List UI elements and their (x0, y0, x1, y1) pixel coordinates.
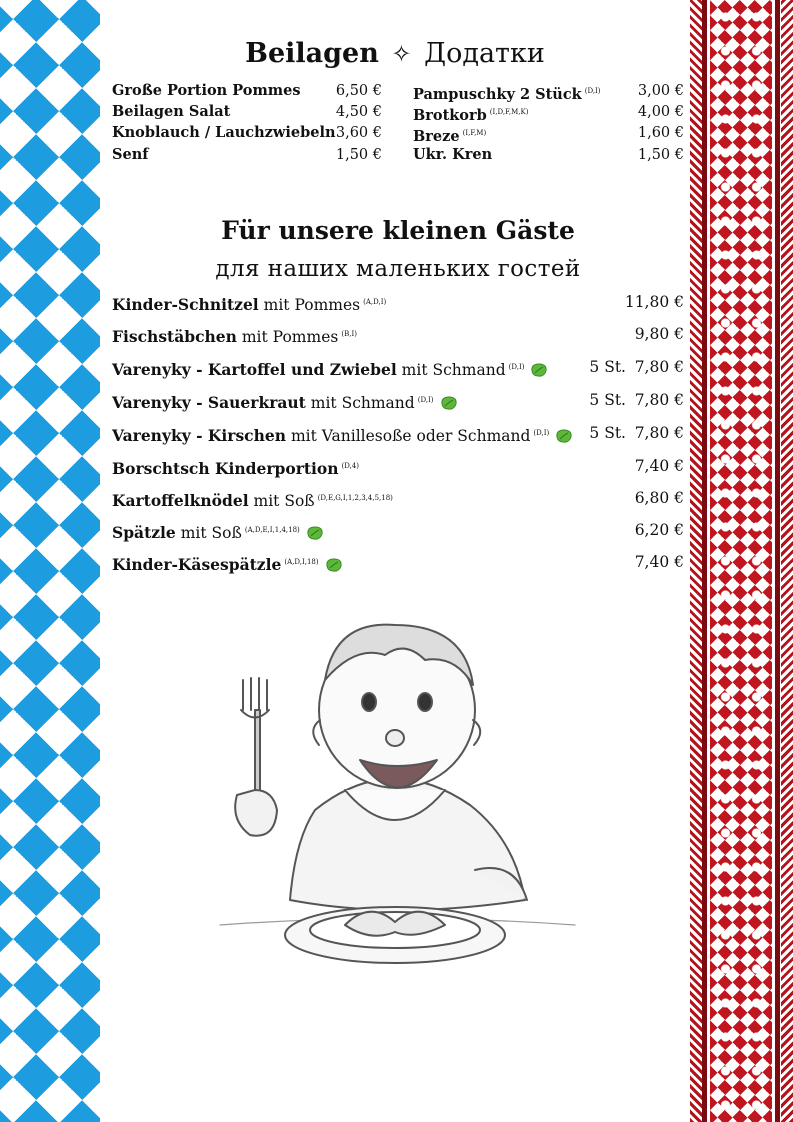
kids-title: Für unsere kleinen Gäste (221, 216, 575, 245)
side-item (413, 80, 684, 102)
dish-price: 7,40 € (634, 457, 684, 475)
side-item-price: 4,50 € (335, 104, 382, 120)
vegetarian-leaf-icon (306, 525, 324, 541)
kids-menu-item (112, 290, 684, 314)
dish-price: 7,80 € (634, 358, 684, 376)
allergen-codes: (B,I) (341, 330, 357, 338)
side-item (112, 122, 382, 144)
kids-menu-item (112, 518, 684, 542)
dish-name: Fischstäbchen (112, 327, 237, 346)
side-item-name: Große Portion Pommes (112, 82, 301, 99)
side-item-name: Breze (413, 128, 460, 145)
kids-menu-item (112, 550, 684, 574)
allergen-codes: (A,D,E,I,1,4,18) (244, 526, 300, 534)
allergen-codes: (A,D,I) (363, 298, 387, 306)
vegetarian-leaf-icon (555, 428, 573, 444)
dish-description: mit Schmand (305, 394, 415, 412)
dish-description: mit Soß (248, 492, 315, 510)
kids-menu-item (112, 454, 684, 478)
vegetarian-leaf-icon (530, 362, 548, 378)
dish-description: mit Soß (175, 524, 242, 542)
side-item-price: 1,60 € (637, 125, 684, 141)
allergen-codes: (I,D,F,M,K) (489, 108, 529, 116)
kids-menu-item (112, 322, 684, 346)
dish-name: Varenyky - Kartoffel und Zwiebel (112, 360, 397, 379)
dish-price: 7,80 € (634, 391, 684, 409)
dish-price: 9,80 € (634, 325, 684, 343)
side-item (112, 144, 382, 166)
side-item-price: 3,00 € (637, 83, 684, 99)
allergen-codes: (D,E,G,I,1,2,3,4,5,18) (317, 494, 393, 502)
allergen-codes: (I,F,M) (462, 129, 487, 137)
sides-heading-ua: Додатки (424, 38, 545, 69)
dish-price: 6,20 € (634, 521, 684, 539)
side-item-name: Brotkorb (413, 107, 487, 124)
dish-price: 7,80 € (634, 424, 684, 442)
side-item-name: Knoblauch / Lauchzwiebeln (112, 124, 336, 141)
dish-name: Kinder-Schnitzel (112, 295, 259, 314)
vegetarian-leaf-icon (440, 395, 458, 411)
bavarian-diamond-border (0, 0, 100, 1122)
kids-subtitle: для наших маленьких гостей (215, 256, 581, 282)
dish-name: Varenyky - Sauerkraut (112, 393, 306, 412)
pieces-count: 5 St. (589, 424, 626, 442)
side-item-price: 6,50 € (335, 83, 382, 99)
kids-menu-item (112, 421, 684, 445)
side-item (413, 144, 684, 166)
side-item-name: Beilagen Salat (112, 103, 231, 120)
side-item-price: 3,60 € (335, 125, 382, 141)
sides-heading (230, 36, 560, 72)
dish-name: Varenyky - Kirschen (112, 426, 287, 445)
dish-name: Borschtsch Kinderportion (112, 459, 339, 478)
kids-menu-item (112, 486, 684, 510)
side-item-price: 1,50 € (637, 147, 684, 163)
dish-name: Spätzle (112, 523, 176, 542)
kids-menu-item (112, 388, 684, 412)
allergen-codes: (D,I) (584, 87, 601, 95)
pieces-count: 5 St. (589, 391, 626, 409)
dish-price: 7,40 € (634, 553, 684, 571)
allergen-codes: (D,I) (417, 396, 434, 404)
ukrainian-embroidery-border (690, 0, 793, 1122)
kids-menu-item (112, 355, 684, 379)
side-item (413, 122, 684, 144)
dish-name: Kartoffelknödel (112, 491, 249, 510)
allergen-codes: (D,4) (341, 462, 360, 470)
side-item-price: 4,00 € (637, 104, 684, 120)
vegetarian-leaf-icon (325, 557, 343, 573)
sides-heading-de: Beilagen (245, 38, 379, 69)
dish-description: mit Pommes (236, 328, 339, 346)
dish-description: mit Schmand (396, 361, 506, 379)
allergen-codes: (A,D,I,18) (284, 558, 319, 566)
child-eating-illustration (215, 600, 580, 1000)
dish-name: Kinder-Käsespätzle (112, 555, 282, 574)
dish-price: 6,80 € (634, 489, 684, 507)
side-item-name: Ukr. Kren (413, 146, 493, 163)
star-separator-icon: ✧ (391, 40, 412, 68)
dish-description: mit Vanillesoße oder Schmand (286, 427, 531, 445)
side-item (112, 80, 382, 102)
allergen-codes: (D,I) (508, 363, 525, 371)
side-item (112, 101, 382, 123)
allergen-codes: (D,I) (533, 429, 550, 437)
pieces-count: 5 St. (589, 358, 626, 376)
side-item-price: 1,50 € (335, 147, 382, 163)
side-item-name: Pampuschky 2 Stück (413, 86, 582, 103)
dish-description: mit Pommes (258, 296, 361, 314)
side-item (413, 101, 684, 123)
dish-price: 11,80 € (624, 293, 684, 311)
side-item-name: Senf (112, 146, 149, 163)
